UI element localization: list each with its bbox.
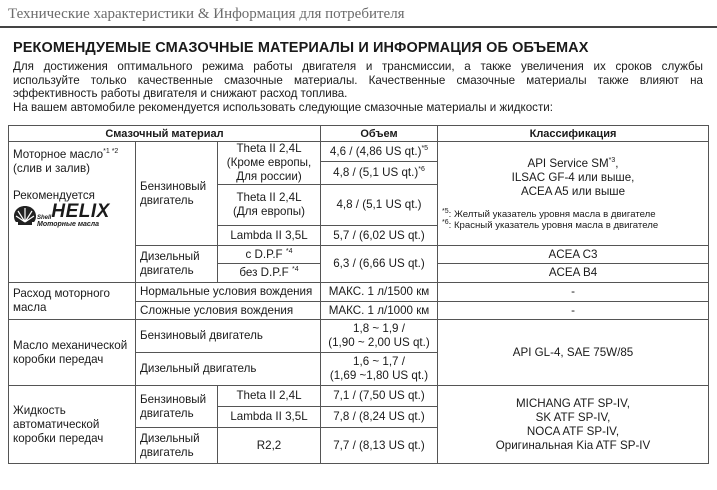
engine-type-cell: Дизельный двигатель: [136, 353, 321, 386]
classification-cell: -: [438, 283, 709, 302]
classification-value: API Service SM: [527, 156, 609, 170]
volume-value: 4,8 / (5,1 US qt.): [333, 166, 419, 179]
footnote-mark: *4: [291, 266, 299, 274]
petrol-engine-label: двигатель: [140, 193, 194, 207]
volume-cell: 4,8 / (5,1 US qt.): [321, 185, 438, 226]
brand-shell-text: Shell: [37, 215, 52, 221]
petrol-engine-cell: [136, 386, 218, 428]
condition-cell: Сложные условия вождения: [136, 302, 321, 320]
theta-noneu-cell: [218, 142, 321, 185]
classification-value: ,: [615, 156, 619, 170]
diesel-engine-label: двигатель: [140, 445, 194, 459]
volume-cell: [321, 142, 438, 162]
petrol-engine-cell: [136, 142, 218, 246]
dpf-label: без D.P.F: [239, 266, 289, 279]
engine-type-cell: Бензиновый двигатель: [136, 320, 321, 353]
shell-pecten-icon: [13, 205, 37, 227]
volume-value: 1,6 ~ 1,7 /: [353, 355, 405, 368]
table-row: [9, 386, 709, 407]
intro-line: На вашем автомобиле рекомендуется использовать следующие смазочные материалы и жидкости:: [13, 100, 553, 114]
diesel-engine-cell: [136, 428, 218, 464]
condition-cell: Нормальные условия вождения: [136, 283, 321, 302]
engine-model-note: (Кроме европы,: [226, 156, 312, 169]
volume-cell: 5,7 / (6,02 US qt.): [321, 226, 438, 246]
classification-value: SK ATF SP-IV,: [535, 410, 611, 424]
table-row: [9, 283, 709, 302]
engine-model: Theta II 2,4L: [218, 386, 321, 407]
volume-cell: 7,1 / (7,50 US qt.): [321, 386, 438, 407]
footnote-text: : Желтый указатель уровня масла в двигателе: [448, 208, 656, 220]
engine-oil-classification-cell: [438, 142, 709, 246]
row-label: коробки передач: [13, 431, 104, 445]
volume-cell: 7,8 / (8,24 US qt.): [321, 407, 438, 428]
oil-level-notes: [442, 209, 704, 231]
row-label: коробки передач: [13, 352, 104, 366]
dpf-cell: [218, 246, 321, 264]
engine-model: Theta II 2,4L: [236, 142, 302, 155]
auto-trans-classification-cell: [438, 386, 709, 464]
dpf-cell: [218, 264, 321, 283]
classification-cell: API GL-4, SAE 75W/85: [438, 320, 709, 386]
diesel-engine-label: Дизельный: [140, 431, 200, 445]
diesel-engine-label: двигатель: [140, 264, 194, 277]
header-divider: [0, 26, 717, 28]
header-classification: Классификация: [438, 126, 709, 142]
volume-cell: 7,7 / (8,13 US qt.): [321, 428, 438, 464]
manual-trans-label-cell: [9, 320, 136, 386]
footnote-mark: *6: [418, 166, 425, 174]
classification-value: ILSAC GF-4 или выше,: [511, 170, 635, 184]
engine-model: R2,2: [218, 428, 321, 464]
engine-oil-sublabel: (слив и залив): [13, 162, 91, 175]
volume-cell: МАКС. 1 л/1000 км: [321, 302, 438, 320]
classification-cell: ACEA B4: [438, 264, 709, 283]
lubricants-table: [8, 125, 709, 464]
petrol-engine-label: двигатель: [140, 406, 194, 420]
footnote-mark: *1 *2: [103, 148, 119, 156]
oil-consumption-label-cell: [9, 283, 136, 320]
footnote-text: : Красный указатель уровня масла в двигателе: [448, 219, 659, 231]
header-title: Технические характеристики & Информация для потребителя: [8, 6, 405, 22]
intro-line: используйте только качественные смазочные материалы. Качественные смазочные материалы также влияют на: [13, 73, 703, 87]
engine-model-note: Для россии): [236, 170, 302, 183]
volume-cell: [321, 353, 438, 386]
table-header-row: [9, 126, 709, 142]
engine-model: Lambda II 3,5L: [218, 407, 321, 428]
recommended-label: Рекомендуется: [13, 189, 95, 202]
volume-cell: [321, 320, 438, 353]
auto-trans-label-cell: [9, 386, 136, 464]
diesel-engine-label: Дизельный: [140, 250, 200, 263]
volume-value: 1,8 ~ 1,9 /: [353, 322, 405, 335]
classification-value: ACEA A5 или выше: [520, 184, 626, 198]
footnote-mark: *5: [421, 144, 429, 152]
row-label: Расход моторного: [13, 287, 110, 300]
engine-oil-label: Моторное масло: [13, 148, 104, 161]
footnote-mark: *5: [442, 207, 449, 215]
intro-line: Для достижения оптимального режима работы двигателя и трансмиссии, а также увеличения их сроков службы: [13, 60, 703, 73]
petrol-engine-label: Бензиновый: [140, 179, 207, 193]
volume-value: (1,69 ~1,80 US qt.): [329, 369, 429, 382]
row-label: Жидкость: [13, 403, 66, 417]
petrol-engine-label: Бензиновый: [140, 392, 207, 406]
volume-value: 4,6 / (4,86 US qt.): [329, 144, 422, 158]
volume-cell: [321, 162, 438, 185]
classification-value: MICHANG ATF SP-IV,: [515, 396, 631, 410]
intro-paragraph: [13, 60, 703, 114]
page-header: [0, 0, 717, 26]
row-label: масла: [13, 301, 47, 314]
volume-cell: МАКС. 1 л/1500 км: [321, 283, 438, 302]
row-label: автоматической: [13, 417, 100, 431]
brand-subtitle: Моторные масла: [37, 221, 100, 228]
volume-value: (1,90 ~ 2,00 US qt.): [328, 336, 430, 349]
classification-value: NOCA ATF SP-IV,: [526, 424, 620, 438]
classification-value: Оригинальная Kia ATF SP-IV: [495, 438, 651, 452]
table-row: [9, 142, 709, 162]
engine-model: Theta II 2,4L: [236, 191, 302, 204]
diesel-engine-cell: [136, 246, 218, 283]
footnote-mark: *3: [608, 156, 616, 164]
theta-eu-cell: [218, 185, 321, 226]
header-volume: Объем: [321, 126, 438, 142]
classification-cell: -: [438, 302, 709, 320]
table-row: [9, 320, 709, 353]
shell-helix-logo: [13, 203, 131, 229]
header-material: Смазочный материал: [9, 126, 321, 142]
footnote-mark: *6: [442, 218, 449, 226]
volume-cell: 6,3 / (6,66 US qt.): [321, 246, 438, 283]
intro-line: эффективность работы двигателя и снижают расход топлива.: [13, 87, 348, 101]
dpf-label: с D.P.F: [245, 247, 283, 261]
section-title: РЕКОМЕНДУЕМЫЕ СМАЗОЧНЫЕ МАТЕРИАЛЫ И ИНФОРМАЦИЯ ОБ ОБЪЕМАХ: [13, 40, 589, 56]
footnote-mark: *4: [285, 247, 293, 255]
engine-oil-label-cell: [9, 142, 136, 283]
row-label: Масло механической: [13, 338, 128, 352]
engine-model-note: (Для европы): [233, 205, 305, 218]
brand-helix-text: HELIX: [51, 201, 110, 222]
engine-model: Lambda II 3,5L: [218, 226, 321, 246]
classification-cell: ACEA C3: [438, 246, 709, 264]
